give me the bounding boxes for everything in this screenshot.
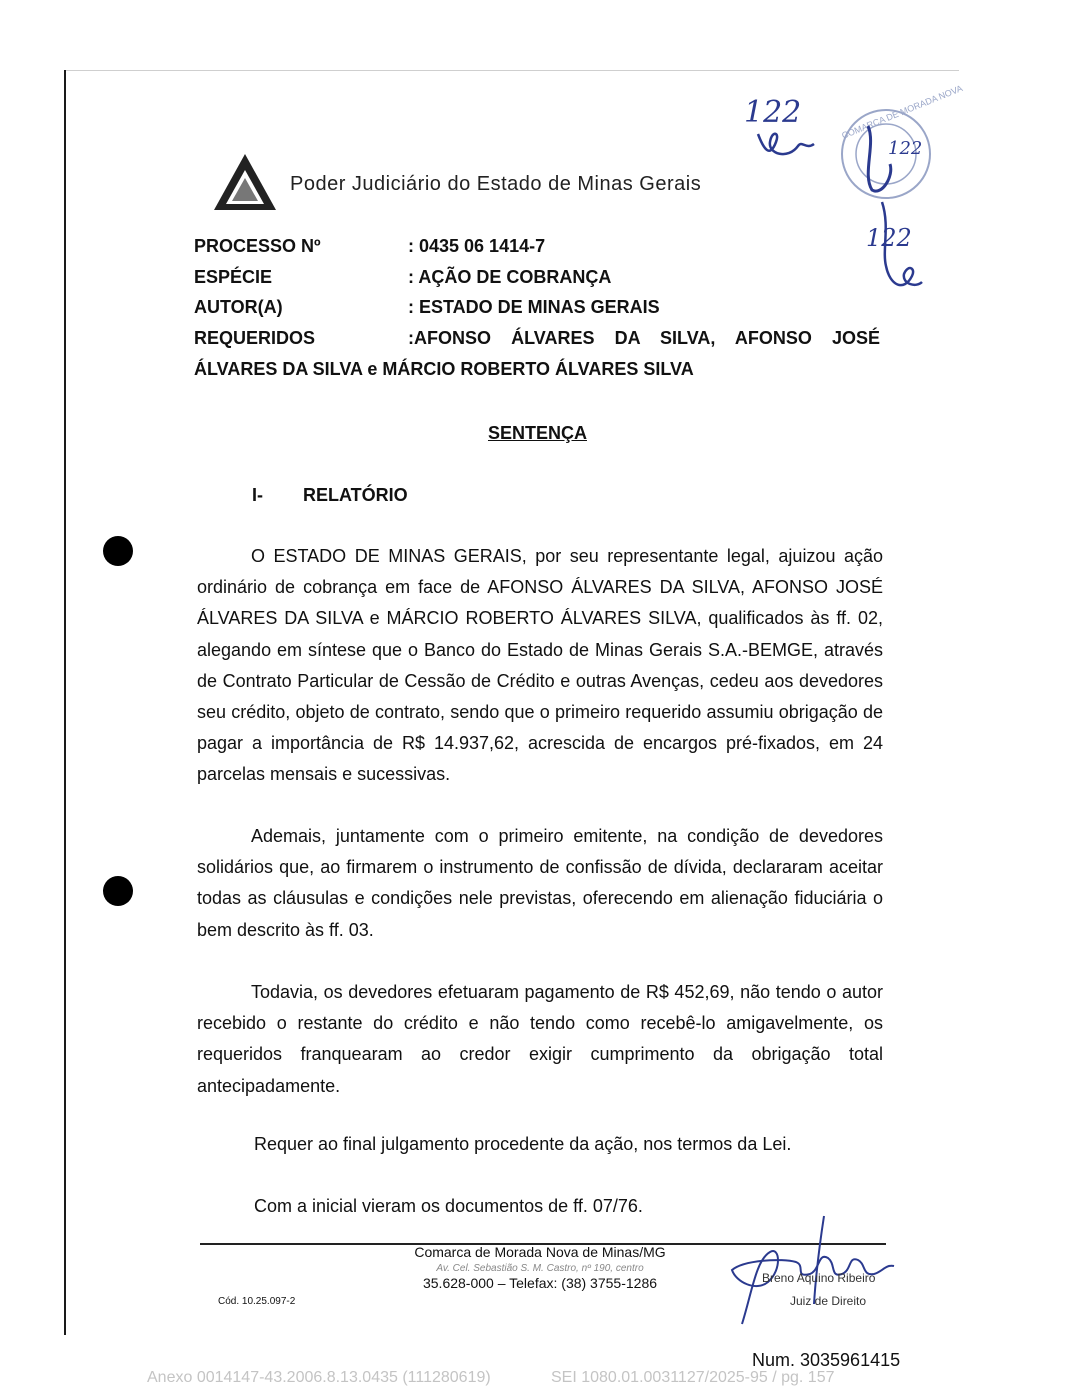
paragraph: Todavia, os devedores efetuaram pagamento de R$ 452,69, não tendo o autor recebido o restante do crédito e não tendo como recebê-lo amigavelmente, os requeridos franquearam ao credor exigir cumprimento da obrigação total antecipadamente. — [197, 982, 883, 1096]
autor-label: AUTOR(A) — [194, 297, 283, 317]
scan-top-edge — [64, 70, 959, 71]
processo-label: PROCESSO Nº — [194, 236, 321, 256]
punch-hole-bottom — [103, 876, 133, 906]
especie-label: ESPÉCIE — [194, 267, 273, 287]
svg-text:COMARCA DE MORADA NOVA: COMARCA DE MORADA NOVA — [840, 83, 964, 141]
section-title: RELATÓRIO — [303, 485, 408, 505]
punch-hole-top — [103, 536, 133, 566]
document-title: SENTENÇA — [487, 423, 587, 443]
judiciary-logo-icon — [212, 152, 278, 214]
requeridos-value-continued: ÁLVARES DA SILVA e MÁRCIO ROBERTO ÁLVARES SILVA — [194, 359, 694, 379]
processo-value: : 0435 06 1414-7 — [408, 236, 546, 256]
document-number: Num. 3035961415 — [752, 1350, 901, 1370]
svg-text:122: 122 — [744, 95, 802, 130]
section-number: I- — [252, 485, 263, 505]
footer-contact: 35.628-000 – Telefax: (38) 3755-1286 — [422, 1275, 658, 1291]
sei-reference: SEI 1080.01.0031127/2025-95 / pg. 157 — [551, 1369, 835, 1386]
scan-left-edge — [64, 70, 66, 1335]
court-stamp-icon — [832, 83, 964, 204]
requer-line: Requer ao final julgamento procedente da ação, nos termos da Lei. — [254, 1134, 792, 1154]
institution-title: Poder Judiciário do Estado de Minas Gerais — [290, 173, 702, 195]
svg-text:122: 122 — [888, 138, 923, 159]
footer-code: Cód. 10.25.097-2 — [218, 1296, 296, 1307]
footer-address: Av. Cel. Sebastião S. M. Castro, nº 190, centro — [436, 1263, 644, 1274]
annex-reference: Anexo 0014147-43.2006.8.13.0435 (111280619) — [147, 1369, 491, 1386]
requeridos-value: :AFONSO ÁLVARES DA SILVA, AFONSO JOSÉ — [408, 328, 880, 348]
especie-value: : AÇÃO DE COBRANÇA — [408, 267, 612, 287]
requeridos-label: REQUERIDOS — [194, 328, 316, 348]
handwritten-page-mark-icon — [740, 86, 836, 166]
autor-value: : ESTADO DE MINAS GERAIS — [408, 297, 660, 317]
inicial-line: Com a inicial vieram os documentos de ff. 07/76. — [254, 1196, 643, 1216]
paragraph: Ademais, juntamente com o primeiro emitente, na condição de devedores solidários que, ao firmarem o instrumento de confissão de dívida, declararam aceitar todas as cláusulas e condições nele previstas, oferecendo em alienação fiduciária o bem descrito às ff. 03. — [197, 826, 883, 940]
paragraph: O ESTADO DE MINAS GERAIS, por seu representante legal, ajuizou ação ordinário de cobrança em face de AFONSO ÁLVARES DA SILVA, AFONSO JOSÉ ÁLVARES DA SILVA e MÁRCIO ROBERTO ÁLVARES SILVA, qualificados às ff. 02, alegando em síntese que o Banco do Estado de Minas Gerais S.A.-BEMGE, através de Contrato Particular de Cessão de Crédito e outras Avenças, cedeu aos devedores seu crédito, objeto de contrato, sendo que o primeiro requerido assumiu obrigação de pagar a importância de R$ 14.937,62, acrescida de encargos pré-fixados, em 24 parcelas mensais e sucessivas. — [197, 546, 883, 785]
svg-text:122: 122 — [866, 224, 912, 252]
handwritten-initials-icon — [856, 196, 932, 300]
footer-comarca: Comarca de Morada Nova de Minas/MG — [414, 1244, 666, 1260]
judge-name: Breno Aquino Ribeiro — [762, 1271, 876, 1285]
judge-role: Juiz de Direito — [790, 1294, 867, 1308]
